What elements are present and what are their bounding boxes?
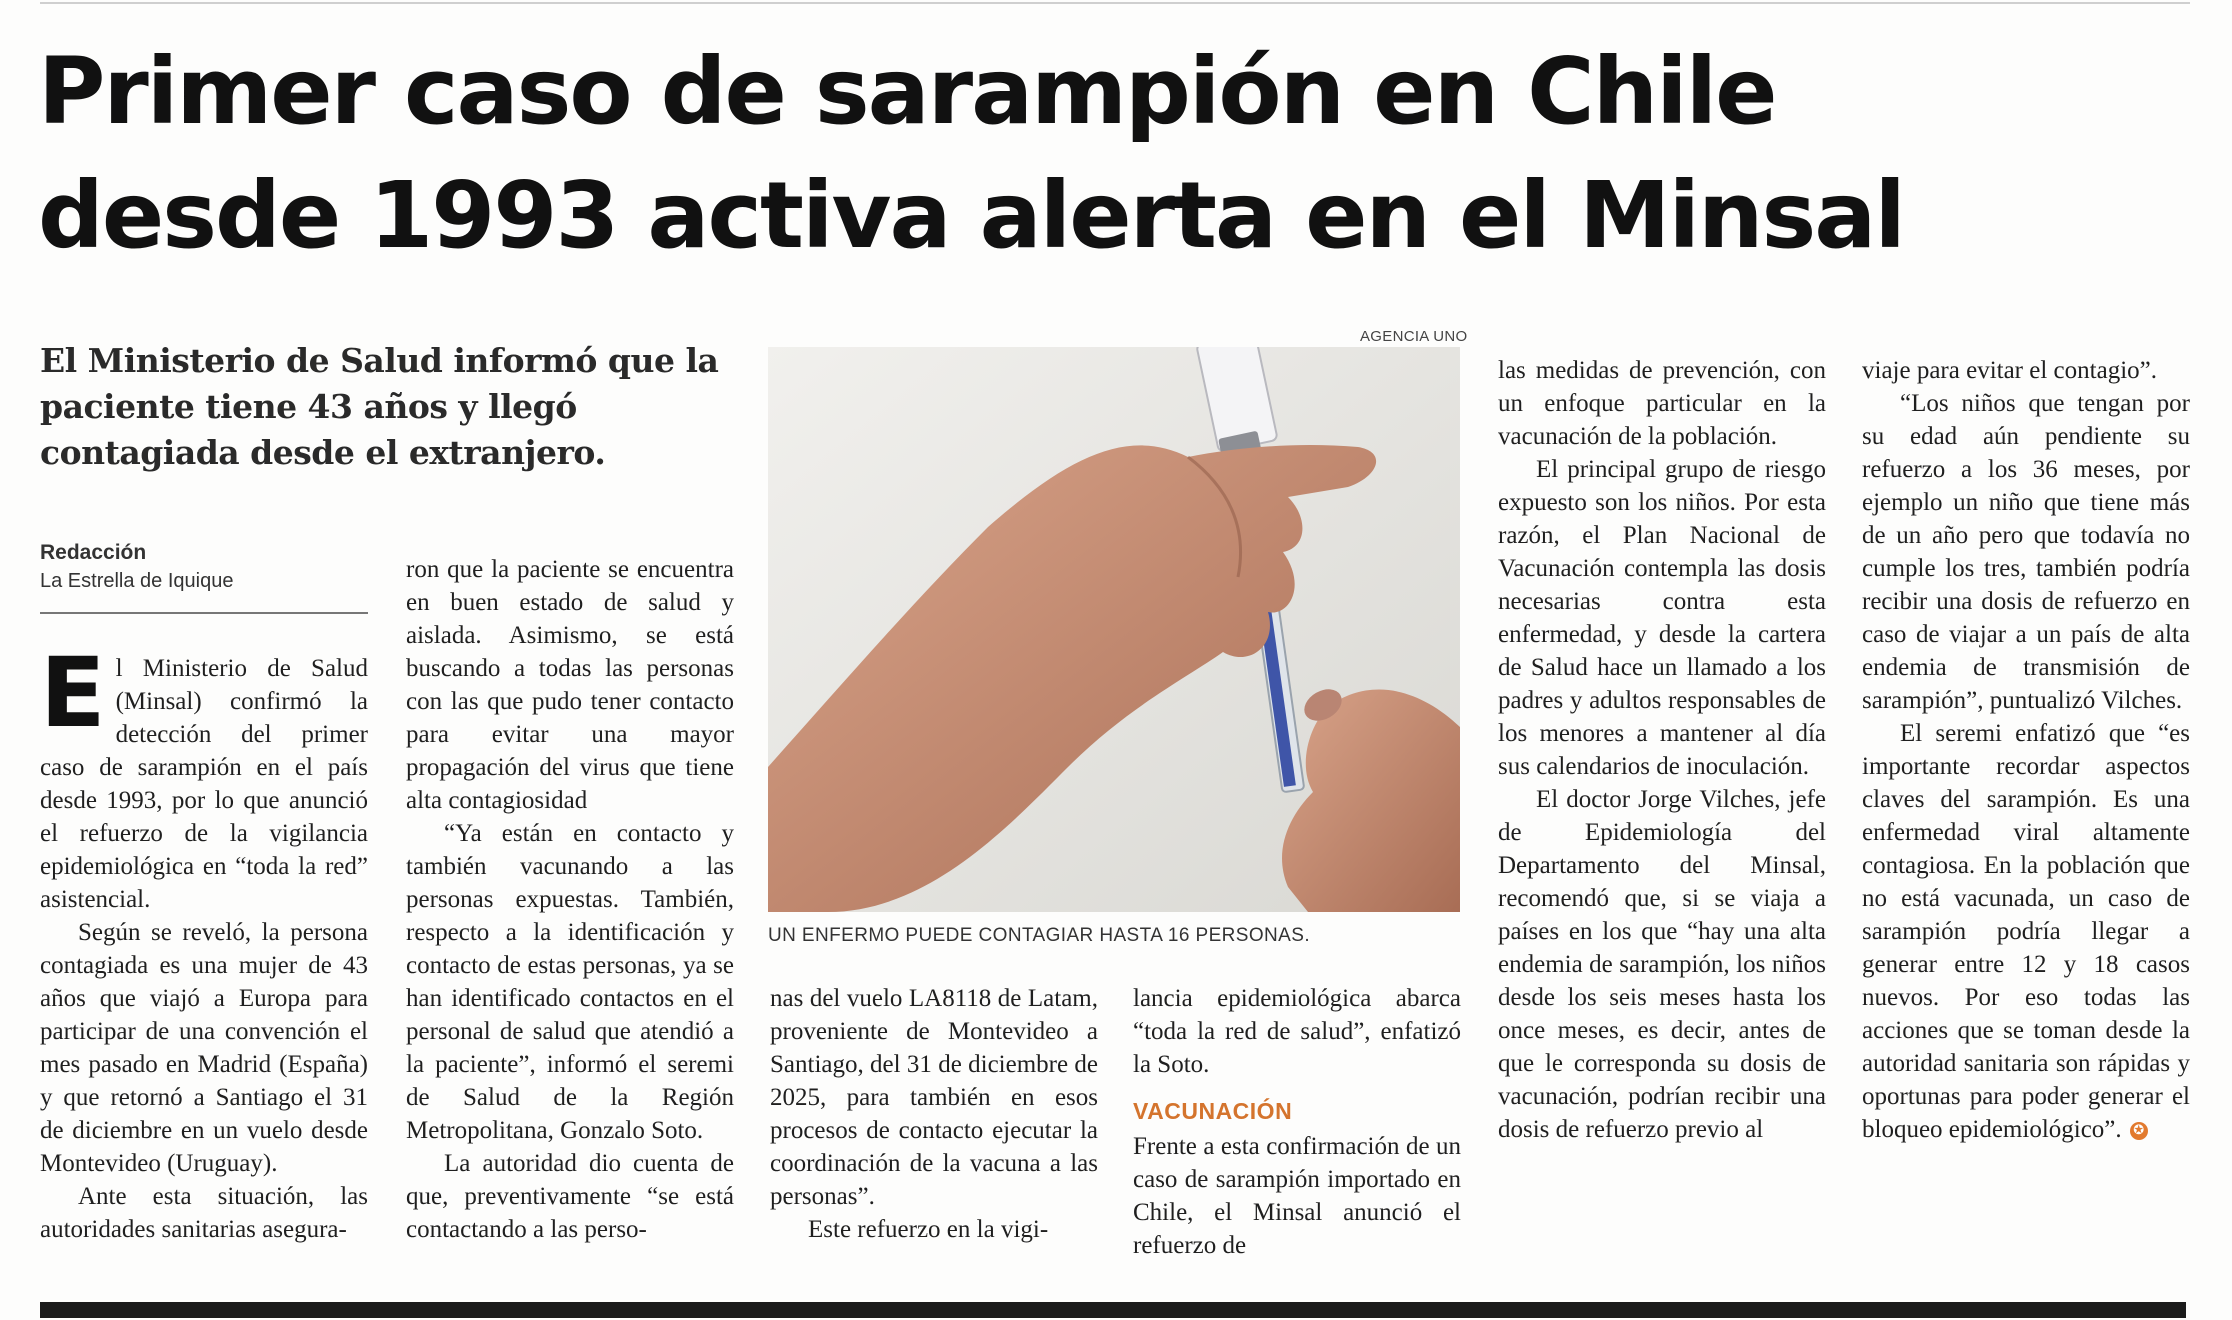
photo-caption: UN ENFERMO PUEDE CONTAGIAR HASTA 16 PERSONAS.	[768, 925, 1311, 946]
headline-line-1: Primer caso de sarampión en Chile	[38, 38, 1776, 145]
article-paragraph: El principal grupo de riesgo expuesto son los niños. Por esta razón, el Plan Nacional de Vacunación contempla las dosis necesarias contra esta enfermedad, y desde la cartera de Salud hace un llamado a los padres y adultos responsables de los menores a mantener al día sus calendarios de inoculación.	[1498, 456, 1826, 780]
headline-line-2: desde 1993 activa alerta en el Minsal	[38, 162, 1904, 269]
article-paragraph: El doctor Jorge Vilches, jefe de Epidemiología del Departamento del Minsal, recomendó que, si se viaja a países en los que “hay una alta endemia de sarampión, los niños desde los seis meses hasta los once meses, es decir, antes de que le corresponda su dosis de vacunación, podrían recibir una dosis de refuerzo previo al	[1498, 786, 1826, 1143]
end-of-article-icon: ✪	[2130, 1122, 2148, 1140]
article-paragraph: nas del vuelo LA8118 de Latam, proveniente de Montevideo a Santiago, del 31 de diciembre de 2025, para también en esos procesos de contacto ejecutar la coordinación de la vacuna a las personas”.	[770, 985, 1098, 1210]
article-column-6	[1862, 354, 2190, 1292]
byline-author: Redacción	[40, 541, 147, 564]
article-paragraph: viaje para evitar el contagio”.	[1862, 357, 2157, 384]
article-column-5	[1498, 354, 1826, 1292]
byline-divider	[40, 612, 368, 614]
article-paragraph	[40, 652, 368, 916]
article-paragraph: “Los niños que tengan por su edad aún pendiente su refuerzo a los 36 meses, por ejemplo un niño que tiene más de un año pero que todavía no cumple los tres, también podría recibir una dosis de refuerzo en caso de viajar a un país de alta endemia de transmisión de sarampión”, puntualizó Vilches.	[1862, 390, 2190, 714]
photo-credit: AGENCIA UNO	[1360, 328, 1468, 345]
article-column-1	[40, 652, 368, 1292]
article-photo	[768, 347, 1460, 912]
article-paragraph: “Ya están en contacto y también vacunando a las personas expuestas. También, respecto a la identificación y contacto de estas personas, ya se han identificado contactos en el personal de salud que atendió a la paciente”, informó el seremi de Salud de la Región Metropolitana, Gonzalo Soto.	[406, 820, 734, 1144]
article-paragraph: las medidas de prevención, con un enfoque particular en la vacunación de la población.	[1498, 357, 1826, 450]
headline	[38, 30, 2198, 278]
section-subhead: VACUNACIÓN	[1133, 1098, 1293, 1124]
drop-cap: E	[40, 652, 106, 749]
article-paragraph: Frente a esta confirmación de un caso de sarampión importado en Chile, el Minsal anunció el refuerzo de	[1133, 1133, 1461, 1259]
byline-outlet: La Estrella de Iquique	[40, 570, 234, 592]
article-paragraph	[1862, 717, 2190, 1146]
article-column-3	[770, 982, 1098, 1292]
article-paragraph: La autoridad dio cuenta de que, preventivamente “se está contactando a las perso-	[406, 1150, 734, 1243]
article-paragraph: ron que la paciente se encuentra en buen estado de salud y aislada. Asimismo, se está buscando a todas las personas con las que pudo tener contacto para evitar una mayor propagación del virus que tiene alta contagiosidad	[406, 556, 734, 814]
article-paragraph: Este refuerzo en la vigi-	[808, 1216, 1049, 1243]
article-paragraph: lancia epidemiológica abarca “toda la red de salud”, enfatizó la Soto.	[1133, 985, 1461, 1078]
vaccine-syringe-illustration	[768, 347, 1460, 912]
deck: El Ministerio de Salud informó que la paciente tiene 43 años y llegó contagiada desde el extranjero.	[40, 341, 719, 472]
article-paragraph: Ante esta situación, las autoridades sanitarias asegura-	[40, 1183, 368, 1243]
article-paragraph-text: l Ministerio de Salud (Minsal) confirmó la detección del primer caso de sarampión en el país desde 1993, por lo que anunció el refuerzo de la vigilancia epidemiológica en “toda la red” asistencial.	[40, 655, 368, 913]
article-column-2	[406, 553, 734, 1293]
top-rule	[40, 2, 2190, 4]
bottom-rule	[40, 1302, 2186, 1318]
article-paragraph: Según se reveló, la persona contagiada es una mujer de 43 años que viajó a Europa para participar de una convención el mes pasado en Madrid (España) y que retornó a Santiago el 31 de diciembre en un vuelo desde Montevideo (Uruguay).	[40, 919, 368, 1177]
article-column-4	[1133, 982, 1461, 1292]
article-paragraph-text: El seremi enfatizó que “es importante recordar aspectos claves del sarampión. Es una enfermedad viral altamente contagiosa. En la población que no está vacunada, un caso de sarampión podría llegar a generar entre 12 y 18 casos nuevos. Por eso todas las acciones que se toman desde la autoridad sanitaria son rápidas y oportunas para poder generar el bloqueo epidemiológico”.	[1862, 720, 2190, 1143]
